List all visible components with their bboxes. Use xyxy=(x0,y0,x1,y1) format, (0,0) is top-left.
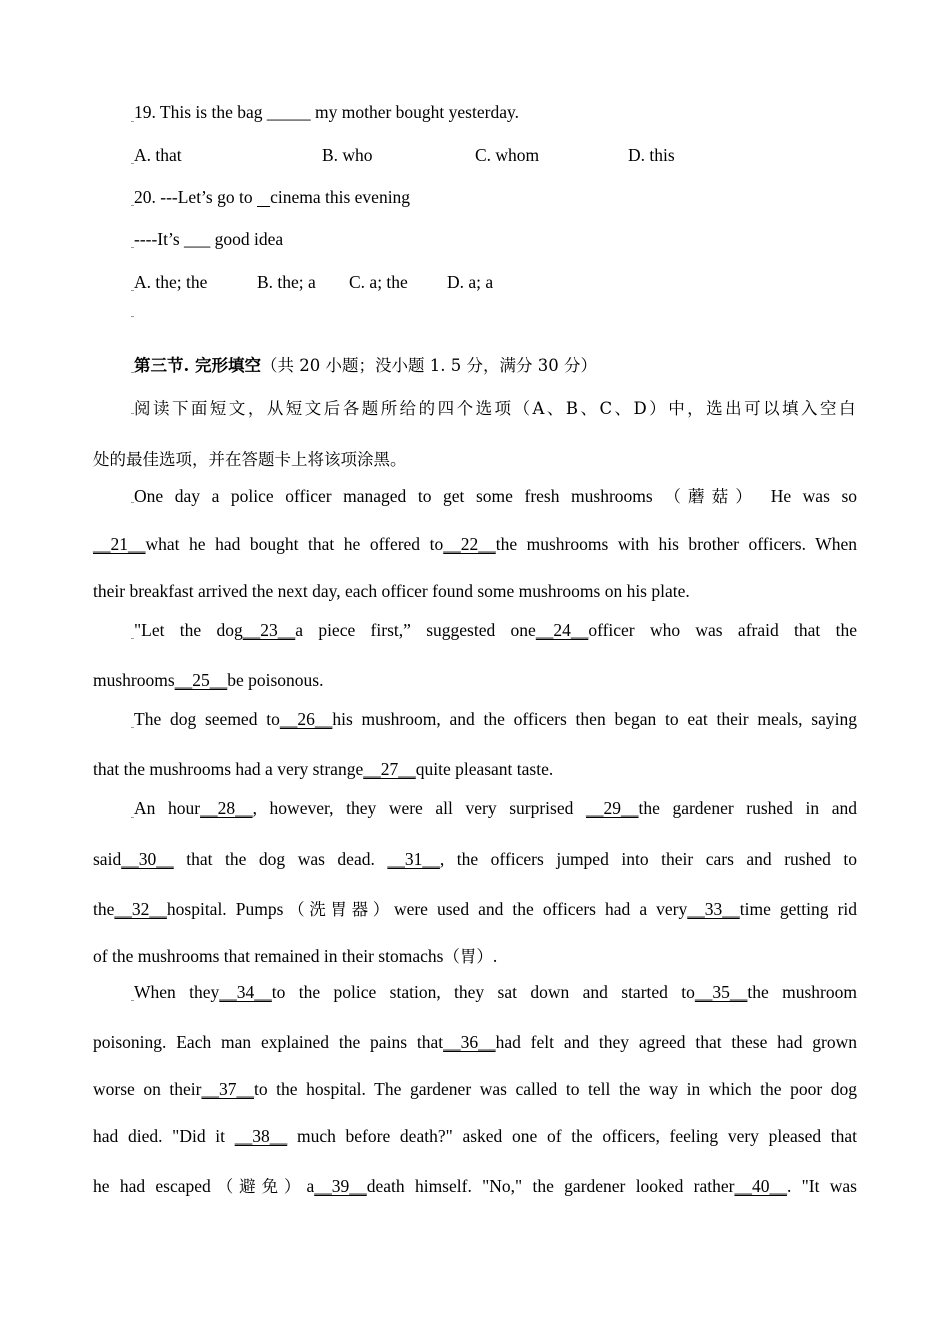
passage-text: poisoning. Each man explained the pains that xyxy=(93,1032,444,1052)
section-instruction-line1: 阅读下面短文，从短文后各题所给的四个选项（A、B、C、D）中，选出可以填入空白 xyxy=(134,399,857,418)
passage-text: officer who was afraid that the xyxy=(588,620,857,640)
q20-option-b: B. the; a xyxy=(257,272,316,292)
passage-text: the xyxy=(93,899,115,919)
passage-text: of the mushrooms that remained in their stomachs xyxy=(93,946,444,966)
question-20-stem xyxy=(134,187,410,208)
blank-36: __36__ xyxy=(443,1032,496,1052)
passage-text: . xyxy=(492,946,498,966)
q19-option-c: C. whom xyxy=(475,145,540,165)
q20-blank xyxy=(257,187,270,207)
section-instruction-line2: 处的最佳选项，并在答题卡上将该项涂黑。 xyxy=(93,450,407,469)
passage-text: He was so xyxy=(770,486,858,506)
passage-text: When they xyxy=(134,982,220,1002)
passage-p3-line1 xyxy=(134,709,857,730)
passage-text: worse on their xyxy=(93,1079,202,1099)
passage-text: One day a police officer managed to get some fresh mushrooms xyxy=(134,486,653,506)
passage-p2-line1 xyxy=(134,620,857,641)
passage-text: were used and the officers had a very xyxy=(393,899,688,919)
passage-gloss: （胃） xyxy=(443,947,493,966)
passage-text: The dog seemed to xyxy=(134,709,280,729)
passage-gloss: （蘑菇） xyxy=(664,487,760,506)
passage-text: said xyxy=(93,849,122,869)
q19-option-b: B. who xyxy=(322,145,373,165)
passage-p4-line4 xyxy=(93,943,497,967)
passage-p5-line5 xyxy=(93,1173,857,1197)
passage-p1-line1 xyxy=(134,483,857,507)
blank-30: __30__ xyxy=(121,849,174,869)
q20-text-a: 20. ---Let’s go to xyxy=(134,187,257,207)
blank-28: __28__ xyxy=(200,798,253,818)
blank-35: __35__ xyxy=(694,982,748,1002)
passage-text: the mushrooms with his brother officers. When xyxy=(495,534,857,554)
blank-37: __37__ xyxy=(201,1079,254,1099)
passage-text: what he had bought that he offered to xyxy=(145,534,444,554)
passage-text: had felt and they agreed that these had grown xyxy=(495,1032,857,1052)
passage-text: , however, they were all very surprised xyxy=(252,798,574,818)
passage-text: . "It was xyxy=(786,1176,857,1196)
passage-text: be poisonous. xyxy=(227,670,324,690)
blank-34: __34__ xyxy=(219,982,272,1002)
passage-text: to the hospital. The gardener was called to tell the way in which the poor dog xyxy=(254,1079,857,1099)
passage-p1-line3: their breakfast arrived the next day, each officer found some mushrooms on his plate. xyxy=(93,581,690,601)
question-20-reply: ----It’s ___ good idea xyxy=(134,229,284,249)
passage-gloss: （避免） xyxy=(210,1177,307,1196)
passage-text: time getting rid xyxy=(739,899,858,919)
passage-p5-line2 xyxy=(93,1032,857,1053)
passage-text: to the police station, they sat down and started to xyxy=(271,982,695,1002)
passage-text: , the officers jumped into their cars and rushed to xyxy=(439,849,857,869)
passage-p3-line2 xyxy=(93,759,553,780)
section-title-bold: 第三节. 完形填空 xyxy=(134,356,261,375)
blank-32: __32__ xyxy=(114,899,167,919)
q20-option-a: A. the; the xyxy=(134,272,208,292)
q20-option-c: C. a; the xyxy=(349,272,408,292)
blank-25: __25__ xyxy=(174,670,228,690)
blank-26: __26__ xyxy=(279,709,333,729)
blank-21: __21__ xyxy=(93,534,146,554)
passage-text: An hour xyxy=(134,798,201,818)
section-title xyxy=(134,352,597,376)
passage-gloss: （洗胃器） xyxy=(283,900,394,919)
passage-p5-line1 xyxy=(134,982,857,1003)
passage-text: his mushroom, and the officers then began to eat their meals, saying xyxy=(332,709,857,729)
blank-27: __27__ xyxy=(363,759,416,779)
blank-23: __23__ xyxy=(242,620,296,640)
passage-text: much before death?" asked one of the officers, feeling very pleased that xyxy=(296,1126,858,1146)
blank-29: __29__ xyxy=(585,798,639,818)
passage-text: hospital. Pumps xyxy=(166,899,284,919)
passage-p1-line2 xyxy=(93,534,857,555)
q20-option-d: D. a; a xyxy=(447,272,494,292)
passage-text: "Let the dog xyxy=(134,620,243,640)
passage-text: quite pleasant taste. xyxy=(415,759,554,779)
passage-text: that the mushrooms had a very strange xyxy=(93,759,364,779)
passage-text: had died. "Did it xyxy=(93,1126,226,1146)
blank-38: __38__ xyxy=(234,1126,288,1146)
passage-p5-line3 xyxy=(93,1079,857,1100)
passage-text: a piece first,” suggested one xyxy=(295,620,536,640)
passage-text: that the dog was dead. xyxy=(186,849,375,869)
section-title-rest: （共 20 小题；没小题 1. 5 分，满分 30 分） xyxy=(261,356,597,375)
blank-33: __33__ xyxy=(687,899,740,919)
passage-text: a xyxy=(306,1176,315,1196)
blank-24: __24__ xyxy=(535,620,589,640)
blank-40: __40__ xyxy=(734,1176,787,1196)
question-19-stem: 19. This is the bag _____ my mother bought yesterday. xyxy=(134,102,519,122)
passage-p4-line3 xyxy=(93,896,857,920)
passage-text: the gardener rushed in and xyxy=(638,798,858,818)
blank-39: __39__ xyxy=(314,1176,367,1196)
blank-22: __22__ xyxy=(443,534,496,554)
paragraph-mark xyxy=(131,316,134,317)
passage-text: the mushroom xyxy=(747,982,858,1002)
q19-option-a: A. that xyxy=(134,145,182,165)
passage-p4-line1 xyxy=(134,798,857,819)
passage-text: he had escaped xyxy=(93,1176,211,1196)
passage-text: death himself. "No," the gardener looked rather xyxy=(366,1176,735,1196)
q19-option-d: D. this xyxy=(628,145,675,165)
passage-text: mushrooms xyxy=(93,670,175,690)
passage-p5-line4 xyxy=(93,1126,857,1147)
blank-31: __31__ xyxy=(387,849,440,869)
q20-text-b: cinema this evening xyxy=(270,187,411,207)
passage-p4-line2 xyxy=(93,849,857,870)
passage-p2-line2 xyxy=(93,670,323,691)
